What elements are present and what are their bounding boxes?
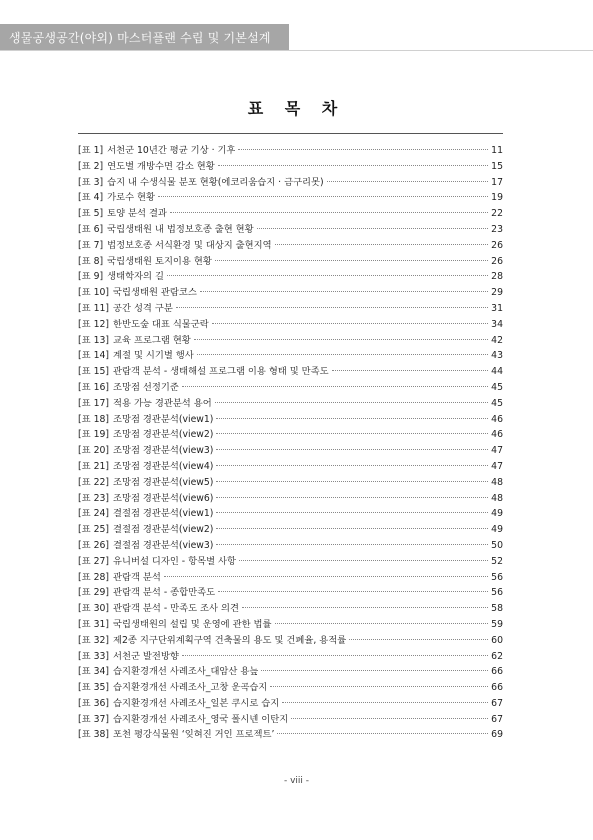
toc-entry-number: [표 13] bbox=[78, 334, 110, 346]
toc-dot-leader bbox=[200, 291, 488, 292]
toc-entry-page: 48 bbox=[491, 476, 503, 488]
toc-entry[interactable] bbox=[78, 222, 503, 238]
toc-entry-page: 46 bbox=[491, 429, 503, 441]
toc-entry-number: [표 36] bbox=[78, 697, 110, 709]
toc-dot-leader bbox=[327, 181, 489, 182]
toc-dot-leader bbox=[182, 655, 488, 656]
toc-dot-leader bbox=[275, 623, 489, 624]
toc-entry-label: 조망점 경관분석(view5) bbox=[113, 476, 214, 488]
toc-dot-leader bbox=[215, 402, 488, 403]
toc-entry-page: 34 bbox=[491, 318, 503, 330]
toc-dot-leader bbox=[277, 733, 488, 734]
toc-entry-number: [표 38] bbox=[78, 729, 110, 741]
toc-entry-label: 결절점 경관분석(view1) bbox=[113, 508, 214, 520]
toc-dot-leader bbox=[158, 196, 488, 197]
toc-dot-leader bbox=[261, 670, 488, 671]
toc-entry-label: 국립생태원 관람코스 bbox=[113, 287, 197, 299]
toc-entry-label: 연도별 개방수면 감소 현황 bbox=[107, 160, 215, 172]
toc-entry-page: 45 bbox=[491, 397, 503, 409]
toc-dot-leader bbox=[164, 576, 488, 577]
toc-entry[interactable] bbox=[78, 206, 503, 222]
toc-dot-leader bbox=[239, 560, 488, 561]
toc-entry-page: 60 bbox=[491, 634, 503, 646]
toc-entry-label: 국립생태원 토지이용 현황 bbox=[107, 255, 212, 267]
header-banner bbox=[0, 24, 289, 50]
toc-entry[interactable] bbox=[78, 333, 503, 349]
toc-dot-leader bbox=[215, 260, 488, 261]
toc-dot-leader bbox=[216, 449, 488, 450]
toc-entry-page: 31 bbox=[491, 302, 503, 314]
toc-entry-label: 습지환경개선 사례조사_대암산 용늪 bbox=[113, 666, 259, 678]
toc-dot-leader bbox=[216, 497, 488, 498]
toc-entry-page: 47 bbox=[491, 460, 503, 472]
toc-entry-page: 56 bbox=[491, 587, 503, 599]
toc-entry-page: 49 bbox=[491, 524, 503, 536]
toc-dot-leader bbox=[275, 244, 489, 245]
toc-entry-number: [표 8] bbox=[78, 255, 104, 267]
toc-entry-number: [표 26] bbox=[78, 539, 110, 551]
toc-entry-label: 습지환경개선 사례조사_영국 폴시넨 이탄지 bbox=[113, 713, 289, 725]
toc-entry-label: 공간 성격 구분 bbox=[113, 302, 173, 314]
toc-entry-number: [표 29] bbox=[78, 587, 110, 599]
toc-dot-leader bbox=[349, 639, 488, 640]
toc-entry-number: [표 25] bbox=[78, 524, 110, 536]
toc-entry-label: 습지환경개선 사례조사_일본 쿠시로 습지 bbox=[113, 697, 280, 709]
toc-dot-leader bbox=[170, 212, 488, 213]
toc-entry[interactable] bbox=[78, 554, 503, 570]
toc-entry-label: 한반도숲 대표 식물군락 bbox=[113, 318, 209, 330]
toc-entry-page: 50 bbox=[491, 539, 503, 551]
toc-entry-number: [표 21] bbox=[78, 460, 110, 472]
toc-entry-number: [표 24] bbox=[78, 508, 110, 520]
toc-entry[interactable] bbox=[78, 664, 503, 680]
toc-entry-page: 19 bbox=[491, 192, 503, 204]
toc-entry[interactable] bbox=[78, 238, 503, 254]
toc-entry-label: 조망점 선정기준 bbox=[113, 381, 179, 393]
toc-entry-page: 45 bbox=[491, 381, 503, 393]
toc-entry-page: 56 bbox=[491, 571, 503, 583]
toc-entry-page: 62 bbox=[491, 650, 503, 662]
toc-entry-number: [표 15] bbox=[78, 366, 110, 378]
toc-entry-number: [표 30] bbox=[78, 603, 110, 615]
toc-entry-label: 결절점 경관분석(view3) bbox=[113, 539, 214, 551]
toc-entry[interactable] bbox=[78, 159, 503, 175]
toc-dot-leader bbox=[257, 228, 489, 229]
toc-entry-page: 69 bbox=[491, 729, 503, 741]
toc-entry-page: 59 bbox=[491, 618, 503, 630]
toc-entry-label: 결절점 경관분석(view2) bbox=[113, 524, 214, 536]
toc-dot-leader bbox=[291, 718, 488, 719]
toc-entry-page: 67 bbox=[491, 713, 503, 725]
toc-dot-leader bbox=[282, 702, 488, 703]
toc-dot-leader bbox=[167, 275, 488, 276]
toc-entry-page: 29 bbox=[491, 287, 503, 299]
toc-entry[interactable] bbox=[78, 348, 503, 364]
toc-entry-label: 습지 내 수생식물 분포 현황(에코리움습지 · 금구리못) bbox=[107, 176, 324, 188]
toc-entry-page: 67 bbox=[491, 697, 503, 709]
toc-entry-number: [표 18] bbox=[78, 413, 110, 425]
toc-entry-label: 국립생태원 내 법정보호종 출현 현황 bbox=[107, 223, 254, 235]
toc-entry[interactable] bbox=[78, 301, 503, 317]
toc-dot-leader bbox=[197, 354, 488, 355]
toc-dot-leader bbox=[216, 465, 488, 466]
toc-dot-leader bbox=[242, 607, 488, 608]
toc-entry-page: 48 bbox=[491, 492, 503, 504]
toc-dot-leader bbox=[216, 481, 488, 482]
toc-dot-leader bbox=[216, 433, 488, 434]
toc-entry[interactable] bbox=[78, 601, 503, 617]
toc-entry[interactable] bbox=[78, 364, 503, 380]
toc-entry[interactable] bbox=[78, 412, 503, 428]
toc-entry-label: 적용 가능 경관분석 용어 bbox=[113, 397, 212, 409]
toc-entry-number: [표 9] bbox=[78, 271, 104, 283]
toc-entry-number: [표 4] bbox=[78, 192, 104, 204]
toc-entry-page: 49 bbox=[491, 508, 503, 520]
toc-entry[interactable] bbox=[78, 649, 503, 665]
toc-entry[interactable] bbox=[78, 396, 503, 412]
toc-entry-page: 66 bbox=[491, 682, 503, 694]
toc-entry-number: [표 10] bbox=[78, 287, 110, 299]
toc-entry[interactable] bbox=[78, 617, 503, 633]
toc-entry-page: 43 bbox=[491, 350, 503, 362]
toc-entry[interactable] bbox=[78, 317, 503, 333]
table-of-contents bbox=[78, 143, 503, 743]
toc-entry-label: 법정보호종 서식환경 및 대상지 출현지역 bbox=[107, 239, 272, 251]
toc-entry-number: [표 1] bbox=[78, 145, 104, 156]
header-divider bbox=[0, 50, 593, 51]
toc-entry[interactable] bbox=[78, 696, 503, 712]
toc-entry[interactable] bbox=[78, 522, 503, 538]
toc-entry-label: 토양 분석 결과 bbox=[107, 208, 167, 220]
toc-entry-number: [표 3] bbox=[78, 176, 104, 188]
toc-entry-number: [표 32] bbox=[78, 634, 110, 646]
title-divider bbox=[78, 133, 503, 134]
toc-entry-label: 생태학자의 길 bbox=[107, 271, 164, 283]
toc-entry-label: 서천군 발전방향 bbox=[113, 650, 179, 662]
toc-entry-page: 15 bbox=[491, 160, 503, 172]
toc-entry-label: 조망점 경관분석(view1) bbox=[113, 413, 214, 425]
toc-entry[interactable] bbox=[78, 459, 503, 475]
toc-entry-label: 조망점 경관분석(view2) bbox=[113, 429, 214, 441]
toc-entry-number: [표 28] bbox=[78, 571, 110, 583]
toc-entry-page: 66 bbox=[491, 666, 503, 678]
toc-entry[interactable] bbox=[78, 585, 503, 601]
toc-entry-label: 국립생태원의 설립 및 운영에 관한 법률 bbox=[113, 618, 272, 630]
toc-entry-label: 제2종 지구단위계획구역 건축물의 용도 및 건폐율, 용적률 bbox=[113, 634, 347, 646]
toc-dot-leader bbox=[212, 323, 488, 324]
toc-entry-label: 포천 평강식물원 ‘잊혀진 거인 프로젝트’ bbox=[113, 729, 275, 741]
toc-dot-leader bbox=[218, 591, 488, 592]
toc-entry-label: 습지환경개선 사례조사_고창 운곡습지 bbox=[113, 682, 268, 694]
toc-entry-number: [표 11] bbox=[78, 302, 110, 314]
toc-entry[interactable] bbox=[78, 380, 503, 396]
toc-dot-leader bbox=[238, 149, 488, 150]
toc-entry-label: 조망점 경관분석(view3) bbox=[113, 445, 214, 457]
toc-entry[interactable] bbox=[78, 443, 503, 459]
toc-entry[interactable] bbox=[78, 475, 503, 491]
toc-entry-page: 47 bbox=[491, 445, 503, 457]
toc-entry[interactable] bbox=[78, 570, 503, 586]
toc-entry-number: [표 35] bbox=[78, 682, 110, 694]
toc-entry-number: [표 20] bbox=[78, 445, 110, 457]
toc-entry-page: 23 bbox=[491, 223, 503, 235]
toc-entry[interactable] bbox=[78, 680, 503, 696]
toc-entry[interactable] bbox=[78, 491, 503, 507]
toc-entry-number: [표 7] bbox=[78, 239, 104, 251]
page-title: 표 목 차 bbox=[247, 99, 346, 118]
toc-entry-label: 교육 프로그램 현황 bbox=[113, 334, 191, 346]
toc-dot-leader bbox=[182, 386, 488, 387]
toc-entry-label: 서천군 10년간 평균 기상 · 기후 bbox=[107, 145, 236, 156]
toc-dot-leader bbox=[270, 686, 488, 687]
toc-dot-leader bbox=[216, 528, 488, 529]
toc-entry[interactable] bbox=[78, 190, 503, 206]
toc-entry-number: [표 2] bbox=[78, 160, 104, 172]
toc-entry-number: [표 27] bbox=[78, 555, 110, 567]
toc-entry-number: [표 12] bbox=[78, 318, 110, 330]
toc-entry-page: 28 bbox=[491, 271, 503, 283]
toc-entry-number: [표 31] bbox=[78, 618, 110, 630]
toc-entry-number: [표 23] bbox=[78, 492, 110, 504]
toc-entry[interactable] bbox=[78, 538, 503, 554]
toc-entry-number: [표 5] bbox=[78, 208, 104, 220]
toc-entry-number: [표 19] bbox=[78, 429, 110, 441]
toc-entry-page: 46 bbox=[491, 413, 503, 425]
toc-dot-leader bbox=[216, 512, 488, 513]
toc-entry-label: 조망점 경관분석(view4) bbox=[113, 460, 214, 472]
toc-entry[interactable] bbox=[78, 712, 503, 728]
toc-entry-label: 관람객 분석 bbox=[113, 571, 161, 583]
toc-dot-leader bbox=[216, 544, 488, 545]
toc-entry[interactable] bbox=[78, 269, 503, 285]
toc-dot-leader bbox=[176, 307, 488, 308]
toc-entry[interactable] bbox=[78, 285, 503, 301]
toc-entry-label: 관람객 분석 - 종합만족도 bbox=[113, 587, 216, 599]
toc-entry[interactable] bbox=[78, 506, 503, 522]
toc-entry-label: 가로수 현황 bbox=[107, 192, 155, 204]
toc-entry-label: 관람객 분석 - 생태해설 프로그램 이용 형태 및 만족도 bbox=[113, 366, 329, 378]
toc-dot-leader bbox=[218, 165, 488, 166]
toc-entry-page: 44 bbox=[491, 366, 503, 378]
toc-entry[interactable] bbox=[78, 175, 503, 191]
toc-entry-number: [표 37] bbox=[78, 713, 110, 725]
toc-entry-label: 계절 및 시기별 행사 bbox=[113, 350, 194, 362]
toc-entry-page: 26 bbox=[491, 255, 503, 267]
toc-entry[interactable] bbox=[78, 254, 503, 270]
toc-entry-number: [표 34] bbox=[78, 666, 110, 678]
toc-entry[interactable] bbox=[78, 727, 503, 743]
toc-dot-leader bbox=[194, 339, 488, 340]
toc-entry-label: 유니버설 디자인 - 항목별 사항 bbox=[113, 555, 236, 567]
toc-entry-page: 42 bbox=[491, 334, 503, 346]
toc-entry[interactable] bbox=[78, 633, 503, 649]
page-number: - viii - bbox=[283, 776, 310, 786]
toc-entry-number: [표 17] bbox=[78, 397, 110, 409]
toc-entry-page: 17 bbox=[491, 176, 503, 188]
toc-entry-page: 22 bbox=[491, 208, 503, 220]
toc-entry-page: 58 bbox=[491, 603, 503, 615]
toc-entry-number: [표 14] bbox=[78, 350, 110, 362]
toc-entry-label: 관람객 분석 - 만족도 조사 의견 bbox=[113, 603, 239, 615]
document-title: 생물공생공간(야외) 마스터플랜 수립 및 기본설계 bbox=[9, 31, 271, 45]
toc-entry[interactable] bbox=[78, 143, 503, 159]
toc-entry-page: 11 bbox=[491, 145, 503, 156]
toc-entry-page: 52 bbox=[491, 555, 503, 567]
toc-entry-page: 26 bbox=[491, 239, 503, 251]
toc-entry-number: [표 22] bbox=[78, 476, 110, 488]
toc-entry-number: [표 33] bbox=[78, 650, 110, 662]
toc-entry-label: 조망점 경관분석(view6) bbox=[113, 492, 214, 504]
toc-dot-leader bbox=[216, 418, 488, 419]
toc-entry-number: [표 16] bbox=[78, 381, 110, 393]
toc-dot-leader bbox=[332, 370, 489, 371]
toc-entry[interactable] bbox=[78, 427, 503, 443]
toc-entry-number: [표 6] bbox=[78, 223, 104, 235]
